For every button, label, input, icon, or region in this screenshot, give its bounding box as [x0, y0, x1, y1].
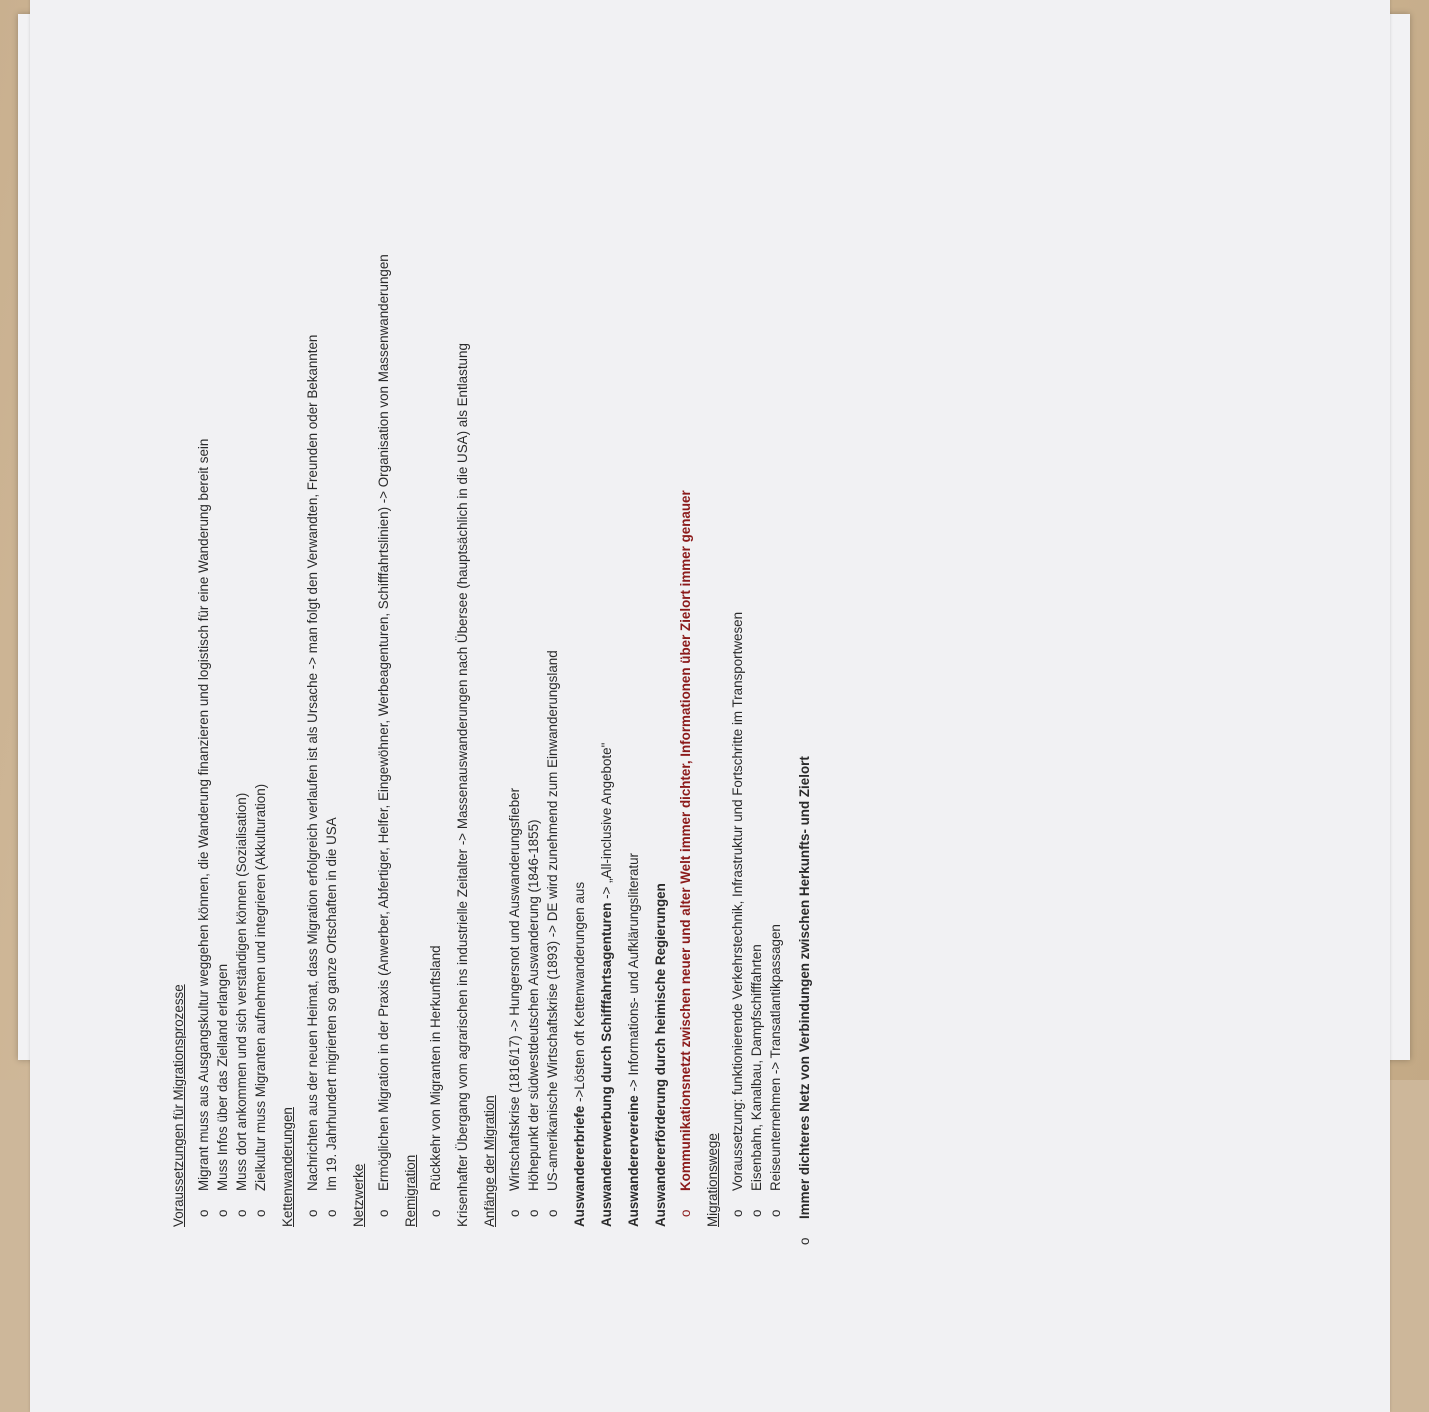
list-item: o Muss dort ankommen und sich verständigen können (Sozialisation) — [233, 27, 250, 1227]
list-item: o Migrant muss aus Ausgangskultur weggehen können, die Wanderung finanzieren und logistisch für eine Wanderung bereit sein — [195, 27, 212, 1227]
rotated-page — [30, 0, 1390, 1412]
list-item: o Nachrichten aus der neuen Heimat, dass Migration erfolgreich verlaufen ist als Ursache -> man folgt den Verwandten, Freunden oder Bekannten — [304, 27, 321, 1227]
list-remigration — [427, 27, 444, 1227]
heading-kettenwanderungen: Kettenwanderungen — [280, 1107, 295, 1227]
list-item: o Eisenbahn, Kanalbau, Dampfschifffahrten — [748, 27, 765, 1227]
list-item: o Reiseunternehmen -> Transatlantikpassagen — [767, 27, 784, 1227]
document-content — [160, 27, 817, 1227]
heading-foerderung: Auswandererförderung durch heimische Regierungen — [653, 883, 668, 1227]
heading-netzwerke: Netzwerke — [351, 1163, 366, 1227]
list-kettenwanderungen — [304, 27, 340, 1227]
paragraph-auswandererbriefe — [571, 27, 588, 1227]
heading-migrationswege: Migrationswege — [705, 1133, 720, 1227]
list-item: o Wirtschaftskrise (1816/17) -> Hungersnot und Auswanderungsfieber — [506, 27, 523, 1227]
list-anfaenge — [506, 27, 561, 1227]
list-item: o Muss Infos über das Zielland erlangen — [214, 27, 231, 1227]
list-netzwerke — [375, 27, 392, 1227]
text-auswanderervereine: -> Informations- und Aufklärungsliteratur — [626, 852, 641, 1096]
list-foerderung — [677, 27, 694, 1227]
list-item-highlight: o Kommunikationsnetzt zwischen neuer und alter Welt immer dichter, Informationen über Zielort immer genauer — [677, 27, 694, 1227]
paragraph-auswandererwerbung — [598, 27, 615, 1227]
list-migrationswege — [729, 27, 784, 1227]
text-auswandererbriefe: ->Lösten oft Kettenwanderungen aus — [572, 881, 587, 1106]
term-auswandererwerbung: Auswandererwerbung durch Schifffahrtsagenturen — [599, 902, 614, 1227]
list-item: o Ermöglichen Migration in der Praxis (Anwerber, Abfertiger, Helfer, Eingewöhner, Werbeagenturen, Schifffahrtslinien) -> Organisation von Massenwanderungen — [375, 27, 392, 1227]
list-item: o Im 19. Jahrhundert migrierten so ganze Ortschaften in die USA — [323, 27, 340, 1227]
paragraph-krisen: Krisenhafter Übergang vom agrarischen ins industrielle Zeitalter -> Massenauswanderungen nach Übersee (hauptsächlich in die USA) als Entlastung — [455, 343, 470, 1227]
heading-anfaenge: Anfänge der Migration — [482, 1095, 497, 1227]
term-auswandererbriefe: Auswandererbriefe — [572, 1105, 587, 1227]
list-item-final: o Immer dichteres Netz von Verbindungen zwischen Herkunfts- und Zielort — [796, 27, 813, 1255]
list-item: o Höhepunkt der südwestdeutschen Auswanderung (1846-1855) — [525, 27, 542, 1227]
heading-voraussetzungen: Voraussetzungen für Migrationsprozesse — [171, 984, 186, 1227]
paragraph-auswanderervereine — [625, 27, 642, 1227]
term-auswanderervereine: Auswanderervereine — [626, 1095, 641, 1227]
heading-remigration: Remigration — [403, 1154, 418, 1227]
list-item: o Voraussetzung: funktionierende Verkehrstechnik, Infrastruktur und Fortschritte im Transportwesen — [729, 27, 746, 1227]
list-voraussetzungen — [195, 27, 269, 1227]
list-item: o Rückkehr von Migranten in Herkunftsland — [427, 27, 444, 1227]
list-item: o Zielkultur muss Migranten aufnehmen und integrieren (Akkulturation) — [252, 27, 269, 1227]
text-auswandererwerbung: -> „All-inclusive Angebote" — [599, 742, 614, 903]
list-final — [796, 27, 813, 1255]
list-item: o US-amerikanische Wirtschaftskrise (1893) -> DE wird zunehmend zum Einwanderungsland — [544, 27, 561, 1227]
